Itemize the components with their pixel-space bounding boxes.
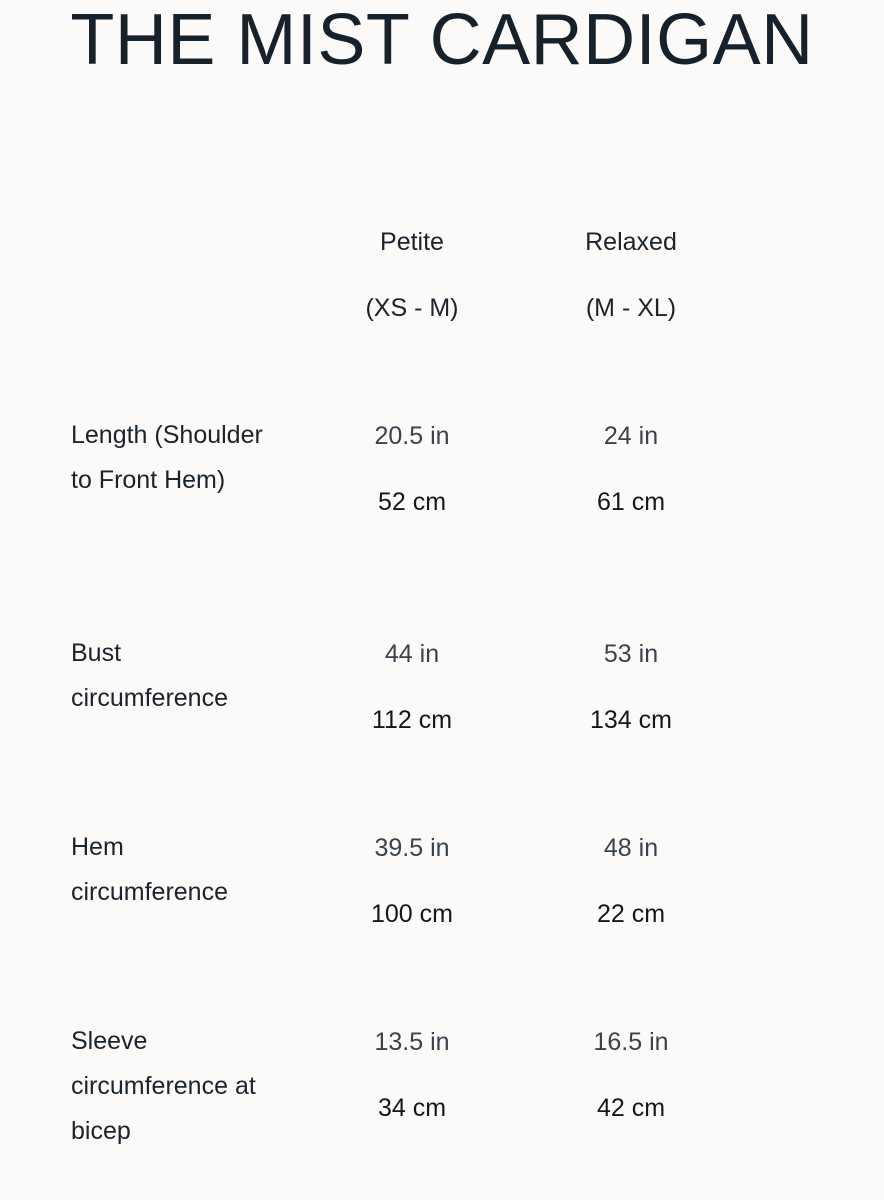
value-inches: 48 in <box>603 834 659 862</box>
value-inches: 16.5 in <box>593 1028 669 1056</box>
value-centimeters: 61 cm <box>596 488 666 516</box>
value-inches: 13.5 in <box>374 1028 450 1056</box>
value-inches: 24 in <box>603 422 659 450</box>
value-centimeters: 134 cm <box>590 706 672 734</box>
value-centimeters: 100 cm <box>371 900 453 928</box>
row-label-length: Length (Shoulder to Front Hem) <box>71 421 263 494</box>
value-centimeters: 22 cm <box>596 900 666 928</box>
value-inches: 20.5 in <box>374 422 450 450</box>
value-centimeters: 112 cm <box>371 706 453 734</box>
value-inches: 44 in <box>384 640 440 668</box>
column-name: Petite <box>380 228 444 256</box>
column-size-range: (M - XL) <box>585 294 677 322</box>
row-label-sleeve: Sleeve circumference at bicep <box>71 1027 256 1145</box>
row-label-hem: Hem circumference <box>71 833 228 906</box>
value-inches: 53 in <box>603 640 659 668</box>
value-centimeters: 34 cm <box>377 1094 447 1122</box>
value-centimeters: 42 cm <box>596 1094 666 1122</box>
value-inches: 39.5 in <box>374 834 450 862</box>
column-size-range: (XS - M) <box>365 294 459 322</box>
column-name: Relaxed <box>585 228 677 256</box>
page-title: THE MIST CARDIGAN <box>70 0 814 80</box>
row-label-bust: Bust circumference <box>71 639 228 712</box>
value-centimeters: 52 cm <box>377 488 447 516</box>
